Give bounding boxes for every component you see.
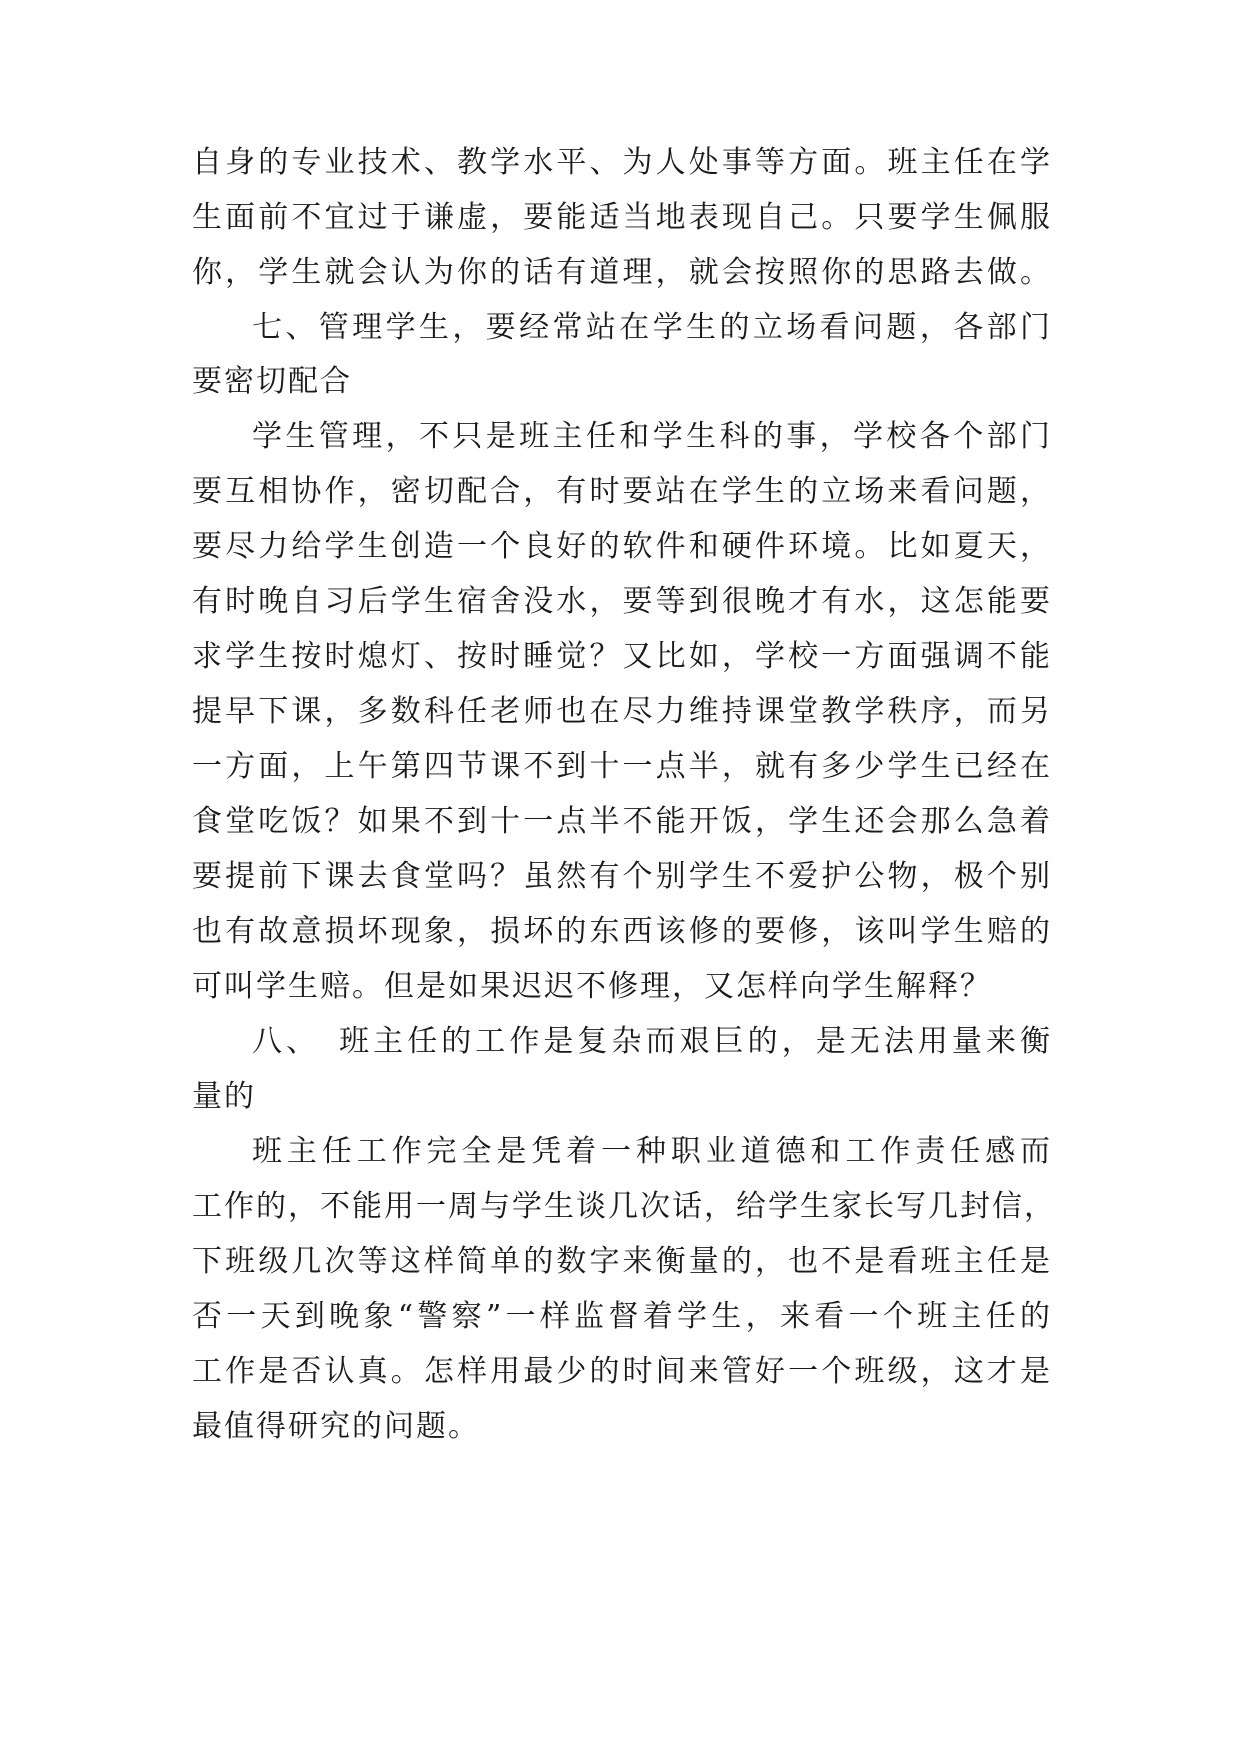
- text-line: 有时晚自习后学生宿舍没水，要等到很晚才有水，这怎能要: [192, 584, 1052, 619]
- text-line: 生面前不宜过于谦虚，要能适当地表现自己。只要学生佩服: [192, 200, 1052, 235]
- text-line: 一方面，上午第四节课不到十一点半，就有多少学生已经在: [192, 749, 1052, 784]
- text-line: 食堂吃饭？如果不到十一点半不能开饭，学生还会那么急着: [192, 804, 1052, 839]
- text-line: 提早下课，多数科任老师也在尽力维持课堂教学秩序，而另: [192, 694, 1052, 729]
- text-line: 工作是否认真。怎样用最少的时间来管好一个班级，这才是: [192, 1354, 1052, 1389]
- text-line: 班主任工作完全是凭着一种职业道德和工作责任感而: [252, 1134, 1052, 1169]
- text-line: 自身的专业技术、教学水平、为人处事等方面。班主任在学: [192, 145, 1052, 180]
- section-heading: 八、 班主任的工作是复杂而艰巨的，是无法用量来衡: [252, 1024, 1052, 1059]
- text-line: 求学生按时熄灯、按时睡觉？又比如，学校一方面强调不能: [192, 639, 1052, 674]
- text-line: 最值得研究的问题。: [192, 1409, 480, 1444]
- text-line: 可叫学生赔。但是如果迟迟不修理，又怎样向学生解释？: [192, 969, 992, 1004]
- text-line: 要互相协作，密切配合，有时要站在学生的立场来看问题，: [192, 474, 1052, 509]
- text-line: 否一天到晚象“警察”一样监督着学生，来看一个班主任的: [192, 1299, 1052, 1334]
- text-line: 要提前下课去食堂吗？虽然有个别学生不爱护公物，极个别: [192, 859, 1052, 894]
- text-line: 你，学生就会认为你的话有道理，就会按照你的思路去做。: [192, 255, 1052, 290]
- text-line: 要尽力给学生创造一个良好的软件和硬件环境。比如夏天，: [192, 529, 1052, 564]
- text-line: 工作的，不能用一周与学生谈几次话，给学生家长写几封信，: [192, 1189, 1056, 1224]
- section-heading: 七、管理学生，要经常站在学生的立场看问题，各部门: [252, 310, 1052, 345]
- text-line: 学生管理，不只是班主任和学生科的事，学校各个部门: [252, 419, 1052, 454]
- section-heading: 要密切配合: [192, 364, 352, 399]
- text-line: 下班级几次等这样简单的数字来衡量的，也不是看班主任是: [192, 1244, 1052, 1279]
- section-heading: 量的: [192, 1079, 256, 1114]
- text-line: 也有故意损坏现象，损坏的东西该修的要修，该叫学生赔的: [192, 914, 1052, 949]
